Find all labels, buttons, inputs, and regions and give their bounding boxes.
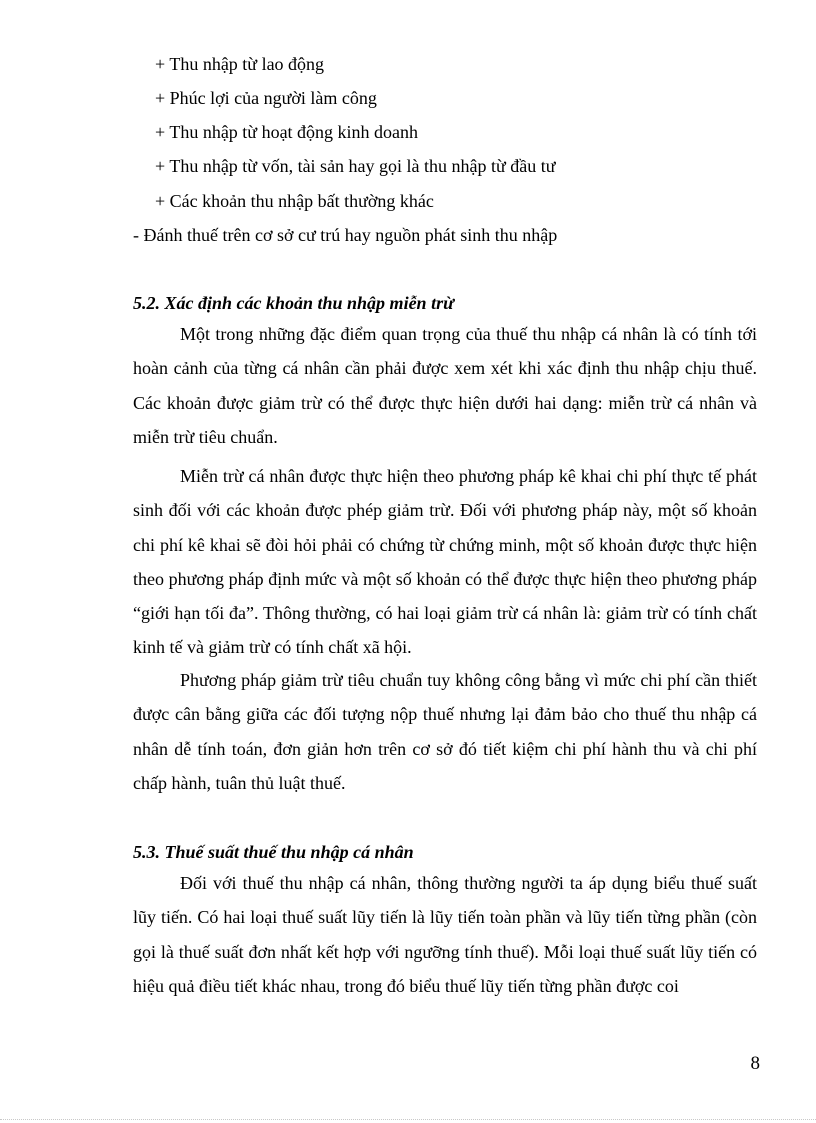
section-heading-5-3: 5.3. Thuế suất thuế thu nhập cá nhân bbox=[133, 842, 414, 862]
bullet-item: + Các khoản thu nhập bất thường khác bbox=[155, 191, 434, 211]
page-bottom-divider bbox=[0, 1119, 816, 1120]
dash-list-item: - Đánh thuế trên cơ sở cư trú hay nguồn phát sinh thu nhập bbox=[133, 225, 558, 245]
bullet-item: + Phúc lợi của người làm công bbox=[155, 88, 377, 108]
bullet-item: + Thu nhập từ vốn, tài sản hay gọi là thu nhập từ đầu tư bbox=[155, 156, 556, 176]
section-heading-5-2: 5.2. Xác định các khoản thu nhập miễn trừ bbox=[133, 293, 454, 313]
body-paragraph: Miễn trừ cá nhân được thực hiện theo phương pháp kê khai chi phí thực tế phát sinh đối với các khoản được phép giảm trừ. Đối với phương pháp này, một số khoản chi phí kê khai sẽ đòi hỏi phải có chứng từ chứng minh, một số khoản được thực hiện theo phương pháp định mức và một số khoản có thể được thực hiện theo phương pháp “giới hạn tối đa”. Thông thường, có hai loại giảm trừ cá nhân là: giảm trừ có tính chất kinh tế và giảm trừ có tính chất xã hội. bbox=[133, 466, 757, 658]
bullet-item: + Thu nhập từ hoạt động kinh doanh bbox=[155, 122, 419, 142]
page-number: 8 bbox=[750, 1053, 760, 1074]
body-paragraph: Một trong những đặc điểm quan trọng của thuế thu nhập cá nhân là có tính tới hoàn cảnh của từng cá nhân cần phải được xem xét khi xác định thu nhập chịu thuế. Các khoản được giảm trừ có thể được thực hiện dưới hai dạng: miễn trừ cá nhân và miễn trừ tiêu chuẩn. bbox=[133, 324, 757, 447]
bullet-item: + Thu nhập từ lao động bbox=[155, 54, 325, 74]
body-paragraph: Đối với thuế thu nhập cá nhân, thông thường người ta áp dụng biểu thuế suất lũy tiến. Có hai loại thuế suất lũy tiến là lũy tiến toàn phần và lũy tiến từng phần (còn gọi là thuế suất đơn nhất kết hợp với ngưỡng tính thuế). Mỗi loại thuế suất lũy tiến có hiệu quả điều tiết khác nhau, trong đó biểu thuế lũy tiến từng phần được coi bbox=[133, 873, 757, 996]
body-paragraph: Phương pháp giảm trừ tiêu chuẩn tuy không công bằng vì mức chi phí cần thiết được cân bằng giữa các đối tượng nộp thuế nhưng lại đảm bảo cho thuế thu nhập cá nhân dễ tính toán, đơn giản hơn trên cơ sở đó tiết kiệm chi phí hành thu và chi phí chấp hành, tuân thủ luật thuế. bbox=[133, 670, 757, 793]
